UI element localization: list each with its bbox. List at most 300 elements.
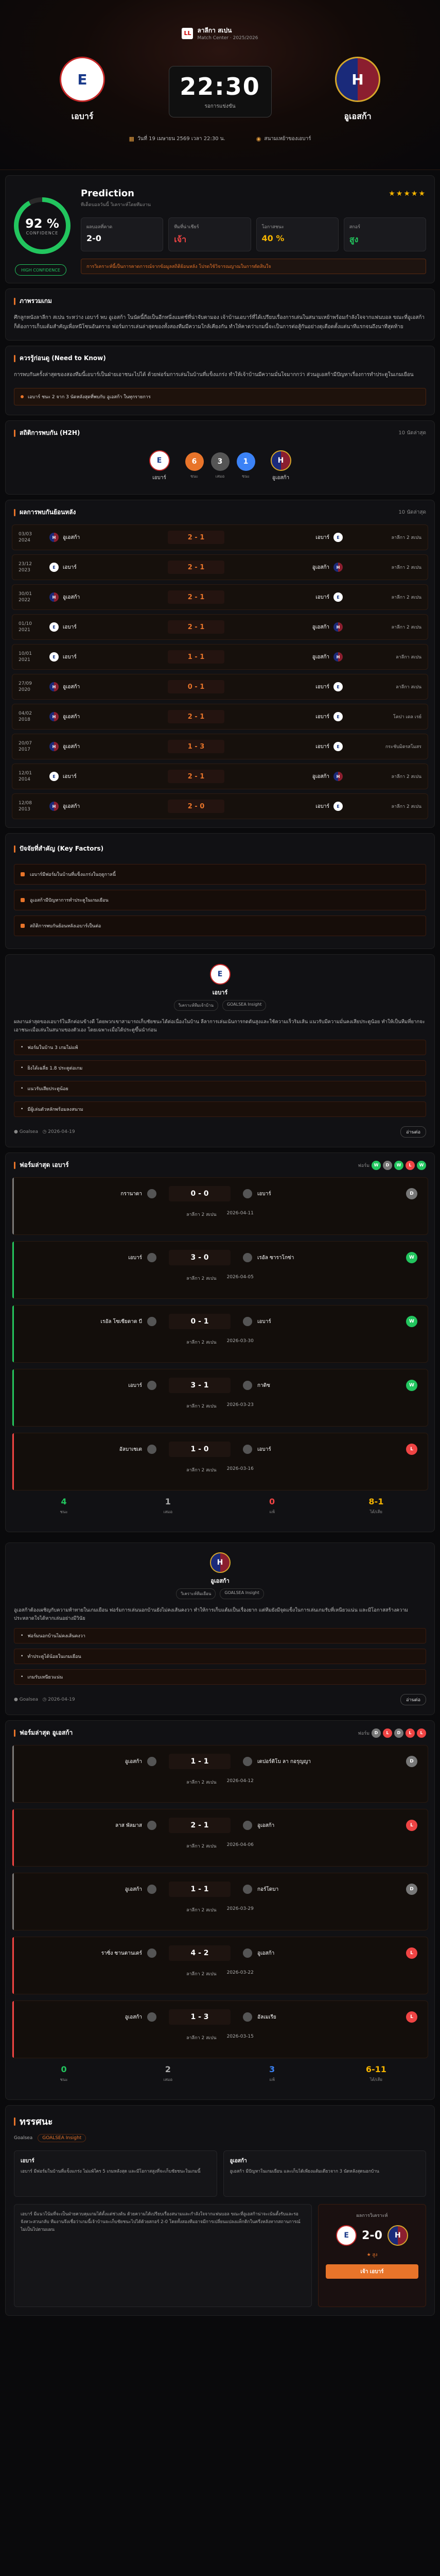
- h2h-summary-title: สถิติการพบกัน (H2H): [20, 429, 80, 436]
- away-crest-icon: H: [271, 450, 291, 471]
- form-score: 2 - 1: [169, 1818, 231, 1833]
- form-match-card[interactable]: [12, 1177, 428, 1235]
- form-match-meta: [23, 1778, 417, 1786]
- h2h-away-team: [240, 563, 343, 572]
- h2h-away-name: เอบาร์: [315, 534, 329, 540]
- analysis-point[interactable]: [14, 1101, 426, 1117]
- confidence-gauge: [14, 197, 71, 254]
- prediction-boxes: [81, 217, 426, 251]
- h2h-score: 2 - 1: [168, 710, 224, 723]
- form-match-teams: [23, 1945, 417, 1961]
- h2h-home-team: [49, 712, 152, 721]
- form-stat-label: เสมอ: [163, 2077, 173, 2082]
- h2h-date: 04/02 2018: [19, 711, 32, 722]
- h2h-away-team: [240, 652, 343, 662]
- form-away-name: อัลเมเรีย: [257, 2014, 276, 2020]
- comment-box-home: [14, 2150, 217, 2197]
- form-date: 2026-03-15: [226, 2034, 254, 2039]
- form-result-pill: L: [406, 1161, 415, 1170]
- h2h-row[interactable]: [12, 644, 428, 670]
- match-meta: [0, 135, 440, 143]
- form-match-meta: [23, 1211, 417, 1218]
- section-accent: [14, 509, 15, 516]
- analysis-point[interactable]: [14, 1649, 426, 1664]
- h2h-competition: ลาลีกา สเปน: [396, 655, 421, 660]
- h2h-away-team: [240, 533, 343, 542]
- form-home-team: [23, 1445, 156, 1454]
- team-crest-icon: H: [49, 592, 59, 602]
- result-stripe: [12, 1433, 14, 1490]
- form-score: 3 - 1: [169, 1378, 231, 1393]
- form-result-badge: W: [406, 1380, 417, 1391]
- match-hero: [0, 0, 440, 170]
- read-more-button[interactable]: อ่านต่อ: [400, 1126, 426, 1138]
- need-to-know-text: การพบกันครั้งล่าสุดของสองทีมนี้เอบาร์เป็นฝ่ายเอาชนะไปได้ ด้วยฟอร์มการเล่นในบ้านที่แข็งแกร่ง ทำให้เจ้าบ้านมีความมั่นใจมากกว่า ส่วนอูเอสก้ามีปัญหาเรื่องการทำประตูในเกมเยือน: [14, 372, 414, 378]
- need-to-know-point: [14, 388, 426, 405]
- form-match-teams: [23, 1818, 417, 1833]
- h2h-date: 01/10 2021: [19, 621, 32, 633]
- home-crest-icon: E: [210, 964, 231, 985]
- result-stripe: [12, 1306, 14, 1362]
- form-result-pill: W: [372, 1161, 381, 1170]
- form-home-team: [23, 2012, 156, 2022]
- h2h-row[interactable]: [12, 554, 428, 580]
- analysis-point-text: แนวรับเสียประตูน้อย: [27, 1087, 68, 1092]
- verdict-badge: ★ สูง: [366, 2252, 378, 2258]
- form-result-badge: L: [406, 2011, 417, 2023]
- form-away-name: เดปอร์ติโบ ลา กอรุญญา: [257, 1758, 311, 1765]
- form-result-pill: W: [394, 1161, 403, 1170]
- form-result-badge: D: [406, 1188, 417, 1199]
- h2h-home-name: อูเอสก้า: [63, 803, 80, 809]
- h2h-row[interactable]: [12, 674, 428, 700]
- analysis-author: ● Goalsea ◷ 2026-04-19: [14, 1697, 75, 1702]
- h2h-row[interactable]: [12, 793, 428, 819]
- key-factor-text: เอบาร์มีฟอร์มในบ้านที่แข็งแกร่งในฤดูกาลนี้: [30, 872, 116, 877]
- form-home-team: [23, 1189, 156, 1198]
- section-accent: [14, 298, 15, 305]
- team-crest-icon: [243, 1445, 252, 1454]
- form-match-teams: [23, 1378, 417, 1393]
- away-team[interactable]: [322, 57, 394, 123]
- form-away-name: อูเอสก้า: [257, 1822, 275, 1828]
- form-away-team: [243, 1189, 377, 1198]
- prediction-box-label: ทีมที่น่าเชียร์: [174, 225, 199, 230]
- verdict-card: [318, 2204, 426, 2307]
- comments-author: Goalsea: [14, 2136, 33, 2141]
- kickoff-time: 22:30: [180, 73, 260, 100]
- league-logo-icon: LL: [182, 28, 193, 39]
- h2h-score: 2 - 1: [168, 590, 224, 604]
- home-team-name: เอบาร์: [71, 111, 94, 121]
- form-stat-label: แพ้: [269, 2077, 275, 2082]
- away-analysis-text: อูเอสก้าต้องเผชิญกับความท้าทายในเกมเยือน ฟอร์มการเล่นนอกบ้านยังไม่คงเส้นคงวา ทำให้การเก็บแต้มเป็นเรื่องยาก แต่ทีมยังมีจุดแข็งในการเล่นเกมรับที่เหนียวแน่น และมีโอกาสสร้างความประหลาดใจได้หากเล่นอย่างมีวินัย: [14, 1607, 408, 1621]
- h2h-score: 1 - 3: [168, 740, 224, 753]
- team-crest-icon: H: [333, 772, 343, 781]
- form-away-name: กาดิซ: [257, 1382, 270, 1388]
- away-analysis-card: [5, 1543, 435, 1715]
- bullet-icon: [21, 924, 25, 928]
- form-match-card[interactable]: [12, 1809, 428, 1867]
- form-stat-value: 2: [165, 2064, 171, 2074]
- analysis-point-text: ฟอร์มในบ้าน 3 เกมไม่แพ้: [27, 1045, 78, 1050]
- team-crest-icon: E: [333, 742, 343, 751]
- form-stat: [324, 1497, 428, 1522]
- h2h-away-name: อูเอสก้า: [312, 773, 329, 779]
- result-stripe: [12, 1369, 14, 1426]
- analysis-point-text: เกมรับเหนียวแน่น: [27, 1675, 63, 1680]
- h2h-date: 23/12 2023: [19, 562, 32, 573]
- read-more-button[interactable]: อ่านต่อ: [400, 1694, 426, 1705]
- kickoff-box: [169, 66, 272, 117]
- analysis-point[interactable]: [14, 1040, 426, 1055]
- team-crest-icon: H: [333, 563, 343, 572]
- h2h-list-card: [5, 500, 435, 828]
- form-match-teams: [23, 1186, 417, 1201]
- key-factors-title: ปัจจัยที่สำคัญ (Key Factors): [20, 845, 104, 852]
- form-match-card[interactable]: [12, 1873, 428, 1930]
- h2h-away-team: [240, 622, 343, 632]
- verdict-score: 2-0: [362, 2229, 382, 2242]
- h2h-competition: ลาลีกา 2 สเปน: [391, 774, 421, 779]
- form-competition: ลาลีกา 2 สเปน: [186, 1212, 217, 1217]
- form-score: 1 - 1: [169, 1882, 231, 1897]
- section-accent: [14, 355, 15, 362]
- h2h-date: 12/01 2014: [19, 771, 32, 782]
- team-crest-icon: [243, 1948, 252, 1958]
- h2h-away-team: [240, 682, 343, 691]
- h2h-row[interactable]: [12, 764, 428, 789]
- result-stripe: [12, 1178, 14, 1234]
- form-match-teams: [23, 2009, 417, 2025]
- form-match-meta: [23, 1842, 417, 1850]
- verdict-pick-button[interactable]: เจ้า เอบาร์: [326, 2264, 418, 2279]
- section-accent: [14, 1730, 15, 1737]
- h2h-score: 1 - 1: [168, 650, 224, 664]
- form-away-team: [243, 1757, 377, 1766]
- analysis-point[interactable]: [14, 1628, 426, 1643]
- analysis-point-text: ทำประตูได้น้อยในเกมเยือน: [27, 1654, 81, 1659]
- form-competition: ลาลีกา 2 สเปน: [186, 1780, 217, 1785]
- form-stat: [324, 2064, 428, 2090]
- analysis-point-text: ฟอร์มนอกบ้านไม่คงเส้นคงวา: [27, 1634, 85, 1639]
- h2h-row[interactable]: [12, 704, 428, 730]
- away-crest-icon: H: [335, 57, 380, 102]
- form-match-card[interactable]: [12, 1745, 428, 1803]
- form-home-name: อัลบาเซเต: [119, 1446, 142, 1452]
- match-status: รอการแข่งขัน: [204, 104, 236, 109]
- team-crest-icon: [147, 1885, 156, 1894]
- form-date: 2026-03-22: [226, 1970, 254, 1975]
- form-home-name: เอบาร์: [128, 1255, 142, 1261]
- match-date-text: วันที่ 19 เมษายน 2569 เวลา 22:30 น.: [137, 136, 225, 142]
- form-away-team: [243, 1381, 377, 1390]
- away-form-card: [5, 1720, 435, 2100]
- key-factor-text: สถิติการพบกันย้อนหลังเอบาร์เป็นต่อ: [30, 924, 101, 929]
- analysis-point-text: ยิงได้เฉลี่ย 1.8 ประตูต่อเกม: [27, 1066, 83, 1071]
- form-result-badge: D: [406, 1756, 417, 1767]
- form-match-card[interactable]: [12, 2001, 428, 2058]
- form-result-pill: L: [383, 1728, 392, 1738]
- match-date: [129, 135, 225, 143]
- home-wins-count: 6: [185, 452, 204, 471]
- form-away-name: กอร์โดบา: [257, 1886, 279, 1892]
- prediction-note: การวิเคราะห์นี้เป็นการคาดการณ์จากข้อมูลสถิติย้อนหลัง โปรดใช้วิจารณญาณในการตัดสินใจ: [81, 259, 426, 274]
- form-home-team: [23, 1381, 156, 1390]
- form-away-name: เอบาร์: [257, 1318, 271, 1325]
- section-accent: [14, 845, 15, 853]
- analysis-point[interactable]: [14, 1060, 426, 1076]
- home-crest-icon: E: [149, 450, 170, 471]
- form-away-team: [243, 1821, 377, 1830]
- form-match-teams: [23, 1754, 417, 1769]
- h2h-date: 27/09 2020: [19, 681, 32, 692]
- h2h-score: 2 - 1: [168, 620, 224, 634]
- draws-count: 3: [211, 452, 230, 471]
- key-factors-card: [5, 833, 435, 949]
- form-stat: [12, 1497, 116, 1522]
- prediction-box-value: สูง: [349, 234, 359, 244]
- home-analysis-points: [14, 1040, 426, 1117]
- team-crest-icon: E: [49, 772, 59, 781]
- form-competition: ลาลีกา 2 สเปน: [186, 1908, 217, 1913]
- form-stat-value: 8-1: [368, 1497, 384, 1506]
- team-crest-icon: [147, 1757, 156, 1766]
- form-away-team: [243, 1317, 377, 1326]
- h2h-home-name: เอบาร์: [63, 564, 77, 570]
- away-form-stats: [12, 2064, 428, 2090]
- form-label: ฟอร์ม: [358, 1731, 369, 1736]
- h2h-date: 30/01 2022: [19, 591, 32, 603]
- team-crest-icon: E: [333, 712, 343, 721]
- h2h-score: 2 - 1: [168, 561, 224, 574]
- form-stat-value: 1: [165, 1497, 171, 1506]
- home-form-list: [6, 1177, 434, 1490]
- bullet-icon: •: [21, 1065, 24, 1071]
- form-match-card[interactable]: [12, 1433, 428, 1490]
- prediction-box: [81, 217, 163, 251]
- analysis-date: 2026-04-19: [48, 1697, 75, 1702]
- h2h-away-name: เอบาร์: [315, 594, 329, 600]
- need-to-know-title: ควรรู้ก่อนดู (Need to Know): [20, 354, 106, 362]
- h2h-score: 2 - 0: [168, 800, 224, 813]
- form-stat-value: 4: [61, 1497, 67, 1506]
- h2h-home-team: [49, 533, 152, 542]
- form-competition: ลาลีกา 2 สเปน: [186, 1844, 217, 1849]
- form-home-team: [23, 1757, 156, 1766]
- form-competition: ลาลีกา 2 สเปน: [186, 1972, 217, 1977]
- home-crest-icon: E: [336, 2225, 357, 2246]
- away-analysis-points: [14, 1628, 426, 1685]
- h2h-home-team: [49, 802, 152, 811]
- h2h-away-team: [240, 772, 343, 781]
- h2h-summary-range: 10 นัดล่าสุด: [398, 430, 426, 436]
- team-crest-icon: H: [49, 742, 59, 751]
- bullet-icon: •: [21, 1674, 24, 1680]
- team-crest-icon: E: [333, 802, 343, 811]
- away-wins-label: ชนะ: [241, 474, 250, 479]
- form-match-meta: [23, 1970, 417, 1977]
- form-result-badge: L: [406, 1444, 417, 1455]
- home-team[interactable]: [46, 57, 118, 123]
- form-match-teams: [23, 1882, 417, 1897]
- form-date: 2026-03-23: [226, 1402, 254, 1408]
- form-score: 1 - 1: [169, 1754, 231, 1769]
- form-away-name: เรอัล ซาราโกซ่า: [257, 1255, 294, 1261]
- league-name[interactable]: ลาลีกา สเปน: [197, 27, 232, 34]
- form-match-card[interactable]: [12, 1937, 428, 1994]
- analysis-tag: GOALSEA Insight: [220, 1588, 264, 1599]
- h2h-date: 20/07 2017: [19, 741, 32, 752]
- team-crest-icon: [243, 1253, 252, 1262]
- form-stat-label: ชนะ: [60, 1510, 68, 1514]
- comments-tag: GOALSEA Insight: [38, 2134, 86, 2142]
- h2h-competition: ลาลีกา 2 สเปน: [391, 565, 421, 570]
- league-subtitle: Match Center · 2025/2026: [197, 36, 258, 41]
- h2h-row[interactable]: [12, 524, 428, 550]
- form-home-name: อูเอสก้า: [125, 1758, 142, 1765]
- team-crest-icon: H: [49, 533, 59, 542]
- form-home-name: เอบาร์: [128, 1382, 142, 1388]
- h2h-home-team: [49, 682, 152, 691]
- form-match-card[interactable]: [12, 1305, 428, 1363]
- form-result-badge: L: [406, 1947, 417, 1959]
- analysis-point[interactable]: [14, 1669, 426, 1685]
- form-label: ฟอร์ม: [358, 1163, 369, 1168]
- form-home-name: กรานาดา: [120, 1191, 142, 1197]
- form-result-pill: D: [372, 1728, 381, 1738]
- h2h-rows: [6, 524, 434, 819]
- team-crest-icon: [243, 1189, 252, 1198]
- home-wins-label: ชนะ: [190, 474, 199, 479]
- bullet-icon: [21, 872, 25, 876]
- home-form-card: [5, 1153, 435, 1532]
- form-away-team: [243, 1445, 377, 1454]
- comment-team: เอบาร์: [21, 2158, 34, 2164]
- h2h-away-name: เอบาร์: [315, 743, 329, 750]
- need-to-know-point-text: เอบาร์ ชนะ 2 จาก 3 นัดหลังสุดที่พบกับ อูเอสก้า ในทุกรายการ: [28, 395, 151, 400]
- h2h-home-name: เอบาร์: [63, 624, 77, 630]
- team-crest-icon: [243, 1381, 252, 1390]
- form-stat: [12, 2064, 116, 2090]
- h2h-row[interactable]: [12, 584, 428, 610]
- form-competition: ลาลีกา 2 สเปน: [186, 2036, 217, 2041]
- prediction-card: [5, 175, 435, 283]
- form-score: 1 - 0: [169, 1442, 231, 1457]
- form-competition: ลาลีกา 2 สเปน: [186, 1468, 217, 1473]
- comment-text: อูเอสก้า มีปัญหาในเกมเยือน และเก็บได้เพียงแต้มเดียวจาก 3 นัดหลังสุดนอกบ้าน: [230, 2169, 379, 2174]
- prediction-box-label: สกอร์: [349, 225, 360, 230]
- form-date: 2026-04-11: [226, 1211, 254, 1216]
- verdict-badge-text: สูง: [372, 2252, 378, 2258]
- key-factor-text: อูเอสก้ามีปัญหาการทำประตูในเกมเยือน: [30, 898, 109, 903]
- match-venue-text: สนามเหย้าของเอบาร์: [264, 136, 311, 142]
- form-match-card[interactable]: [12, 1241, 428, 1299]
- form-away-team: [243, 1948, 377, 1958]
- league-header: [0, 26, 440, 41]
- h2h-competition: ลาลีกา สเปน: [396, 685, 421, 690]
- home-form-title: ฟอร์มล่าสุด เอบาร์: [20, 1161, 69, 1168]
- home-form-stats: [12, 1497, 428, 1522]
- form-stat-value: 3: [269, 2064, 275, 2074]
- form-competition: ลาลีกา 2 สเปน: [186, 1276, 217, 1281]
- h2h-row[interactable]: [12, 614, 428, 640]
- need-to-know-card: [5, 346, 435, 415]
- team-crest-icon: [243, 1317, 252, 1326]
- form-match-meta: [23, 2034, 417, 2041]
- prediction-box: [168, 217, 251, 251]
- h2h-home-team: [49, 772, 152, 781]
- h2h-row[interactable]: [12, 734, 428, 759]
- form-home-team: [23, 1885, 156, 1894]
- comment-box-away: [223, 2150, 427, 2197]
- form-match-meta: [23, 1338, 417, 1346]
- form-result-pill: D: [394, 1728, 403, 1738]
- home-crest-icon: E: [60, 57, 105, 102]
- form-match-meta: [23, 1466, 417, 1473]
- confidence-label: CONFIDENCE: [26, 230, 59, 235]
- prediction-box-label: โอกาสชนะ: [261, 225, 284, 230]
- h2h-competition: โคปา เดล เรย์: [393, 715, 421, 720]
- form-home-name: ราซิ่ง ซานตานเดร์: [101, 1950, 142, 1956]
- comment-text: เอบาร์ มีฟอร์มในบ้านที่แข็งแกร่ง ไม่แพ้ใคร 5 เกมหลังสุด และมีโอกาสสูงที่จะเก็บชัยชนะในเกมนี้: [21, 2169, 201, 2174]
- form-home-name: เรอัล โซเซียดาด บี: [100, 1318, 142, 1325]
- h2h-competition: กระชับมิตรสโมสร: [385, 744, 421, 750]
- away-team-name: อูเอสก้า: [272, 475, 290, 481]
- verdict-title: ผลการวิเคราะห์: [356, 2213, 388, 2218]
- bullet-icon: •: [21, 1045, 24, 1050]
- team-crest-icon: [147, 2012, 156, 2022]
- team-crest-icon: [147, 1381, 156, 1390]
- overview-text: ศึกลูกหนังลาลีกา สเปน ระหว่าง เอบาร์ พบ อูเอสก้า ในนัดนี้ถือเป็นอีกหนึ่งแมตช์ที่น่าจับตามอง เจ้าบ้านเอบาร์ที่ได้เปรียบเรื่องการเล่นในสนามเหย้าพร้อมกำลังใจจากแฟนบอล ขณะที่อูเอสก้าก็ต้องการเก็บแต้มสำคัญเพื่อหนีโซนอันตราย ฟอร์มการเล่นล่าสุดของทั้งสองทีมมีความใกล้เคียงกัน ทำให้คาดว่าเกมนี้จะเป็นการต่อสู้กันอย่างดุเดือดตั้งแต่นาทีแรกจนถึงนาทีสุดท้าย: [14, 315, 425, 330]
- form-away-name: เอบาร์: [257, 1191, 271, 1197]
- team-crest-icon: [147, 1821, 156, 1830]
- prediction-box-value: 2-0: [86, 233, 101, 243]
- away-wins-count: 1: [237, 452, 255, 471]
- form-date: 2026-03-29: [226, 1906, 254, 1911]
- h2h-away-team: [240, 802, 343, 811]
- form-stat: [116, 1497, 220, 1522]
- calendar-icon: ▦: [129, 135, 134, 142]
- analysis-point[interactable]: [14, 1081, 426, 1096]
- match-venue: [256, 135, 311, 143]
- h2h-away-name: อูเอสก้า: [312, 654, 329, 660]
- analysis-author-name: Goalsea: [19, 1697, 38, 1702]
- home-analysis-name: เอบาร์: [212, 989, 228, 996]
- h2h-home-name: อูเอสก้า: [63, 714, 80, 720]
- h2h-away-name: อูเอสก้า: [312, 564, 329, 570]
- form-date: 2026-04-12: [226, 1778, 254, 1784]
- h2h-home-name: อูเอสก้า: [63, 684, 80, 690]
- form-result-pill: W: [417, 1161, 426, 1170]
- away-form-title: ฟอร์มล่าสุด อูเอสก้า: [20, 1729, 73, 1736]
- overview-title: ภาพรวมเกม: [20, 297, 52, 304]
- form-stat: [220, 1497, 324, 1522]
- form-score: 3 - 0: [169, 1250, 231, 1265]
- form-score: 4 - 2: [169, 1945, 231, 1961]
- bullet-icon: •: [21, 1654, 24, 1659]
- bullet-icon: [21, 395, 24, 398]
- form-stat-label: ได้/เสีย: [369, 2077, 382, 2082]
- form-home-team: [23, 1317, 156, 1326]
- h2h-home-name: เอบาร์: [63, 773, 77, 779]
- analysis-tag: GOALSEA Insight: [222, 1000, 267, 1011]
- h2h-date: 12/08 2013: [19, 801, 32, 812]
- h2h-away-team: [240, 592, 343, 602]
- h2h-competition: ลาลีกา 2 สเปน: [391, 804, 421, 809]
- away-form-list: [6, 1745, 434, 2058]
- form-match-card[interactable]: [12, 1369, 428, 1427]
